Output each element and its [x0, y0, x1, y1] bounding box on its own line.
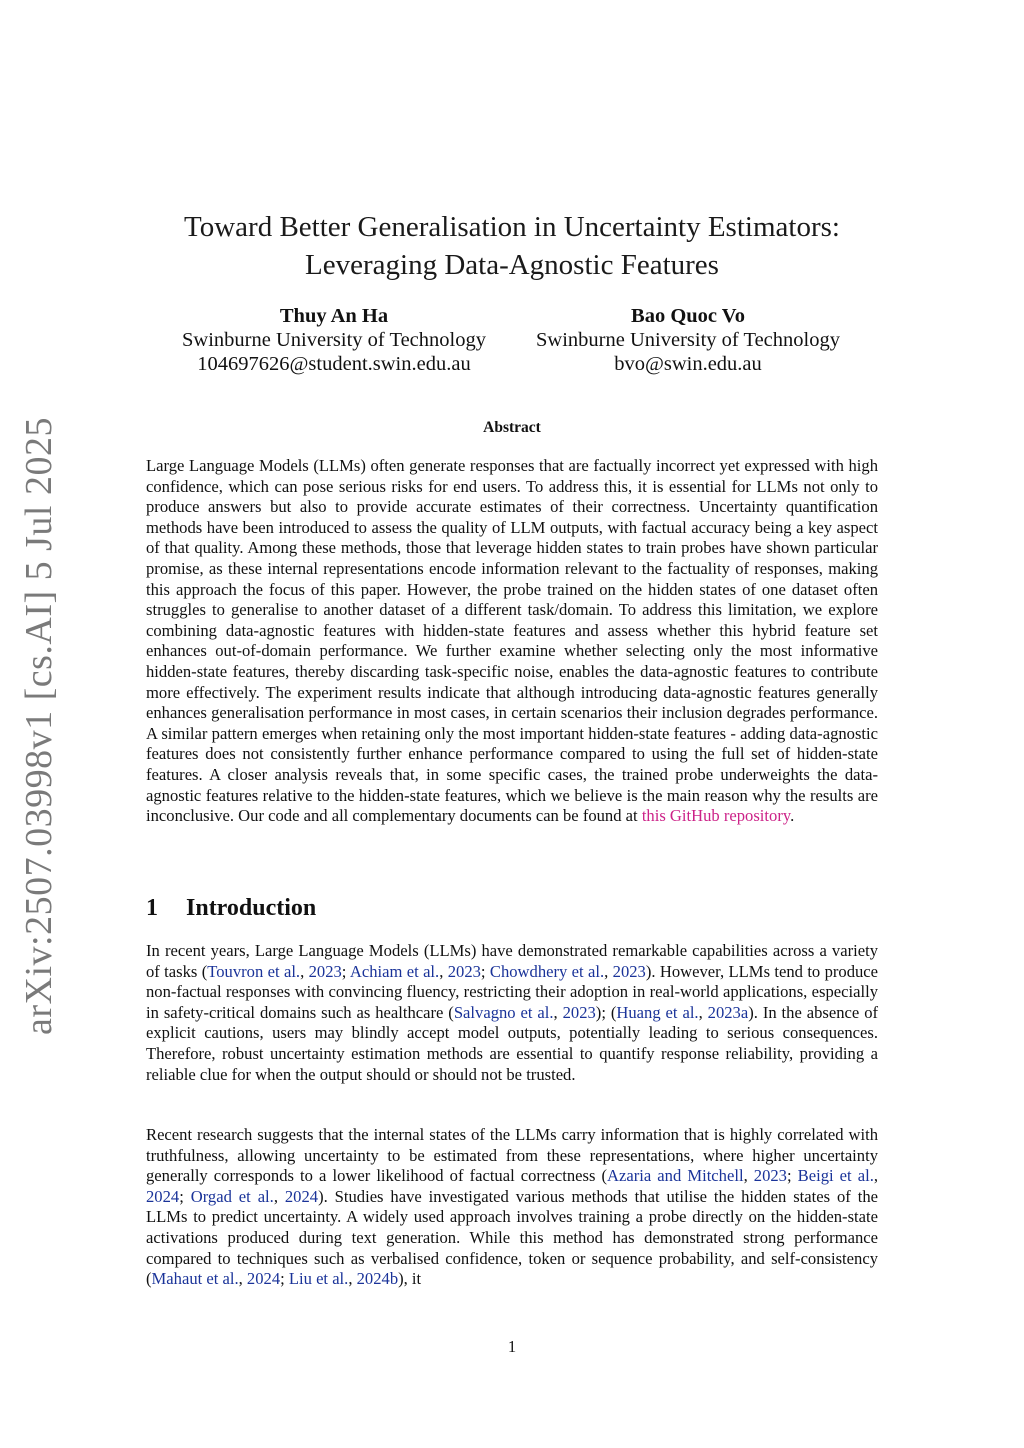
abstract-end: .	[790, 806, 795, 826]
body-text: ;	[341, 961, 350, 981]
citation-year-link[interactable]: 2023	[562, 1002, 596, 1022]
section-number: 1	[146, 895, 158, 921]
citation-link[interactable]: Chowdhery et al.	[489, 961, 605, 981]
citation-link[interactable]: Liu et al.	[288, 1269, 349, 1289]
paper-title	[120, 208, 904, 284]
body-text: ,	[604, 961, 613, 981]
citation-year-link[interactable]: 2023	[753, 1166, 787, 1186]
body-text: ,	[348, 1269, 357, 1289]
citation-year-link[interactable]: 2024b	[356, 1269, 399, 1289]
body-text: ;	[179, 1186, 191, 1206]
citation-year-link[interactable]: 2024	[246, 1269, 281, 1289]
citation-link[interactable]: Huang et al.	[616, 1002, 699, 1022]
body-text: In recent years, Large Language Models (LLMs) have demonstrated remarkable capabilities across a variety of tasks (	[146, 941, 878, 981]
author-name: Bao Quoc Vo	[631, 305, 745, 327]
intro-paragraph-1	[146, 941, 878, 1085]
citation-year-link[interactable]: 2023	[308, 961, 342, 981]
author-block-1	[164, 304, 504, 376]
title-line-2: Leveraging Data-Agnostic Features	[305, 249, 719, 281]
citation-link[interactable]: Touvron et al.	[207, 961, 301, 981]
author-email: 104697626@student.swin.edu.au	[197, 353, 471, 375]
body-text: ,	[300, 961, 309, 981]
citation-link[interactable]: Achiam et al.	[349, 961, 440, 981]
citation-year-link[interactable]: 2024	[284, 1186, 319, 1206]
body-text: ); (	[595, 1002, 617, 1022]
citation-link[interactable]: Azaria and Mitchell	[607, 1166, 744, 1186]
section-heading-introduction	[146, 895, 316, 922]
body-text: ,	[439, 961, 448, 981]
citation-year-link[interactable]: 2024	[146, 1186, 180, 1206]
body-text: ,	[238, 1269, 247, 1289]
github-repository-link[interactable]: this GitHub repository	[641, 806, 791, 826]
author-affiliation: Swinburne University of Technology	[536, 329, 840, 351]
body-text: ;	[480, 961, 490, 981]
body-text: ,	[873, 1166, 879, 1186]
body-text: ,	[273, 1186, 285, 1206]
intro-paragraph-2	[146, 1125, 878, 1290]
body-text: ). Studies have investigated various methods that utilise the hidden states of the LLMs to predict uncertainty. A widely used approach involves training a probe directly on the hidden-state activations produced during text generation. While this method has demonstrated strong performance compared to techniques such as verbalised confidence, token or sequence probability, and self-consistency (	[146, 1186, 878, 1289]
body-text: ;	[280, 1269, 289, 1289]
body-text: ). However, LLMs tend to produce non-factual responses with convincing fluency, restricting their adoption in real-world applications, especially in safety-critical domains such as healthcare (	[146, 961, 879, 1022]
abstract-body	[146, 456, 878, 827]
citation-year-link[interactable]: 2023a	[707, 1002, 749, 1022]
arxiv-identifier	[10, 417, 68, 1035]
citation-link[interactable]: Orgad et al.	[190, 1186, 274, 1206]
title-line-1: Toward Better Generalisation in Uncertainty Estimators:	[184, 211, 840, 243]
body-text: Recent research suggests that the internal states of the LLMs carry information that is highly correlated with truthfulness, allowing uncertainty to be estimated from these representations, where higher uncertainty generally corresponds to a lower likelihood of factual correctness (	[146, 1125, 878, 1186]
abstract-text: Large Language Models (LLMs) often generate responses that are factually incorrect yet expressed with high confidence, which can pose serious risks for end users. To address this, it is essential for LLMs not only to produce answers but also to provide accurate estimates of their correctness. Uncertainty quantification methods have been introduced to assess the quality of LLM outputs, with factual accuracy being a key aspect of that quality. Among these methods, those that leverage hidden states to train probes have shown particular promise, as these internal representations encode information relevant to the factuality of responses, making this approach the focus of this paper. However, the probe trained on the hidden states of one dataset often struggles to generalise to another dataset of a different task/domain. To address this limitation, we explore combining data-agnostic features with hidden-state features and assess whether this hybrid feature set enhances out-of-domain performance. We further examine whether selecting only the most informative hidden-state features, thereby discarding task-specific noise, enables the data-agnostic features to contribute more effectively. The experiment results indicate that although introducing data-agnostic features generally enhances generalisation performance in most cases, in certain scenarios their inclusion degrades performance. A similar pattern emerges when retaining only the most important hidden-state features - adding data-agnostic features does not consistently further enhance performance compared to using the full set of hidden-state features. A closer analysis reveals that, in some specific cases, the trained probe underweights the data-agnostic features relative to the hidden-state features, which we believe is the main reason why the results are inconclusive. Our code and all complementary documents can be found at	[146, 456, 878, 826]
author-email: bvo@swin.edu.au	[614, 353, 762, 375]
body-text: ), it	[398, 1269, 422, 1289]
citation-year-link[interactable]: 2023	[447, 961, 481, 981]
author-affiliation: Swinburne University of Technology	[182, 329, 486, 351]
arxiv-identifier-text: arXiv:2507.03998v1 [cs.AI] 5 Jul 2025	[18, 417, 61, 1035]
citation-year-link[interactable]: 2023	[612, 961, 646, 981]
citation-link[interactable]: Salvagno et al.	[453, 1002, 554, 1022]
page-number: 1	[507, 1337, 517, 1356]
section-title: Introduction	[186, 895, 317, 921]
author-name: Thuy An Ha	[279, 305, 389, 327]
body-text: ,	[743, 1166, 754, 1186]
body-text: ;	[786, 1166, 798, 1186]
body-text: ,	[698, 1002, 708, 1022]
citation-link[interactable]: Beigi et al.	[797, 1166, 874, 1186]
body-text: ). In the absence of explicit cautions, users may blindly accept model outputs, potentially leading to serious consequences. Therefore, robust uncertainty estimation methods are essential to quantify response reliability, providing a reliable clue for when the output should or should not be trusted.	[146, 1002, 879, 1084]
citation-link[interactable]: Mahaut et al.	[151, 1269, 239, 1289]
body-text: ,	[553, 1002, 563, 1022]
author-block-2	[518, 304, 858, 376]
abstract-heading: Abstract	[483, 419, 541, 436]
